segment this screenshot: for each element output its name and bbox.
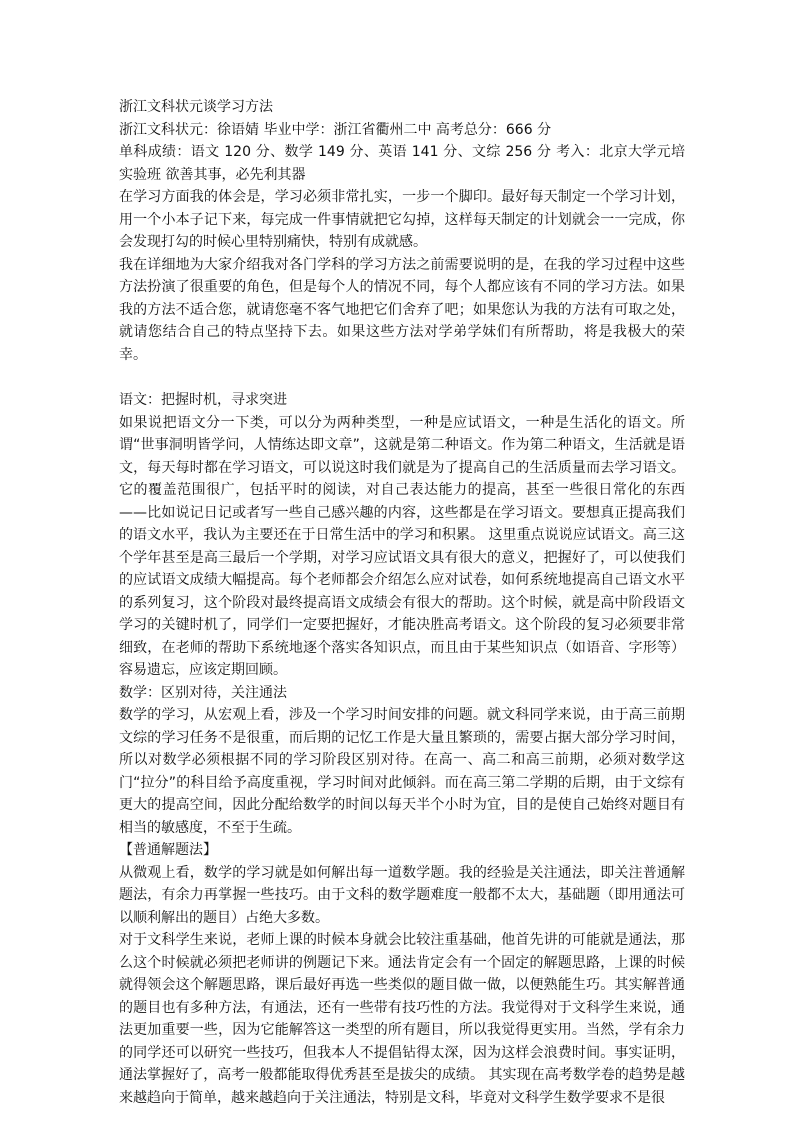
blank-line: [119, 366, 685, 389]
math-section-heading: 数学：区别对待，关注通法: [119, 684, 287, 701]
intro-paragraph-1: 在学习方面我的体会是，学习必须非常扎实，一步一个脚印。最好每天制定一个学习计划，用一个小本子记下来，每完成一件事情就把它勾掉，这样每天制定的计划就会一一完成，你会发现打勾的时候心里特别痛快，特别有成就感。: [119, 189, 685, 250]
math-section-paragraph: 数学的学习，从宏观上看，涉及一个学习时间安排的问题。就文科同学来说，由于高三前期文综的学习任务不是很重，而后期的记忆工作是大量且繁琐的，需要占据大部分学习时间，所以对数学必须根据不同的学习阶段区别对待。在高一、高二和高三前期，必须对数学这门“拉分”的科目给予高度重视，学习时间对此倾斜。而在高三第二学期的后期，由于文综有更大的提高空间，因此分配给数学的时间以每天半个小时为宜，目的是使自己始终对题目有相当的敏感度，不至于生疏。: [119, 707, 685, 836]
intro-paragraph-2: 我在详细地为大家介绍我对各门学科的学习方法之前需要说明的是，在我的学习过程中这些方法扮演了很重要的角色，但是每个人的情况不同，每个人都应该有不同的学习方法。如果我的方法不适合您，就请您毫不客气地把它们舍弃了吧；如果您认为我的方法有可取之处，就请您结合自己的特点坚持下去。如果这些方法对学弟学妹们有所帮助，将是我极大的荣幸。: [119, 256, 685, 363]
author-info-line: 浙江文科状元：徐语婧 毕业中学：浙江省衢州二中 高考总分：666 分: [119, 121, 552, 138]
scores-line: 单科成绩：语文 120 分、数学 149 分、英语 141 分、文综 256 分 考入：北京大学元培实验班 欲善其事，必先利其器: [119, 144, 685, 183]
chinese-section-paragraph: 如果说把语文分一下类，可以分为两种类型，一种是应试语文，一种是生活化的语文。所谓“世事洞明皆学问，人情练达即文章”，这就是第二种语文。作为第二种语文，生活就是语文，每天每时都在学习语文，可以说这时我们就是为了提高自己的生活质量而去学习语文。它的覆盖范围很广，包括平时的阅读，对自己表达能力的提高，甚至一些很日常化的东西——比如说记日记或者写一些自己感兴趣的内容，这些都是在学习语文。要想真正提高我们的语文水平，我认为主要还在于日常生活中的学习和积累。 这里重点说说应试语文。高三这个学年甚至是高三最后一个学期，对学习应试语文具有很大的意义，把握好了，可以使我们的应试语文成绩大幅提高。每个老师都会介绍怎么应对试卷，如何系统地提高自己语文水平的系列复习，这个阶段对最终提高语文成绩会有很大的帮助。这个时候，就是高中阶段语文学习的关键时机了，同学们一定要把握好，才能决胜高考语文。这个阶段的复习必须要非常细致，在老师的帮助下系统地逐个落实各知识点，而且由于某些知识点（如语音、字形等）容易遗忘，应该定期回顾。: [119, 414, 685, 678]
chinese-section-heading: 语文：把握时机，寻求突进: [119, 392, 287, 408]
document-page: [119, 96, 685, 1109]
document-title: 浙江文科状元谈学习方法: [119, 99, 273, 115]
general-method-paragraph-2: 对于文科学生来说，老师上课的时候本身就会比较注重基础，他首先讲的可能就是通法，那么这个时候就必须把老师讲的例题记下来。通法肯定会有一个固定的解题思路，上课的时候就得领会这个解题思路，课后最好再选一些类似的题目做一做，以便熟能生巧。其实解普通的题目也有多种方法，有通法，还有一些带有技巧性的方法。我觉得对于文科学生来说，通法更加重要一些，因为它能解答这一类型的所有题目，所以我觉得更实用。当然，学有余力的同学还可以研究一些技巧，但我本人不提倡钻得太深，因为这样会浪费时间。事实证明，通法掌握好了，高考一般都能取得优秀甚至是拔尖的成绩。 其实现在高考数学卷的趋势是越来越趋向于简单，越来越趋向于关注通法，特别是文科，毕竟对文科学生数学要求不是很: [119, 932, 685, 1106]
general-method-paragraph-1: 从微观上看，数学的学习就是如何解出每一道数学题。我的经验是关注通法，即关注普通解题法，有余力再掌握一些技巧。由于文科的数学题难度一般都不太大，基础题（即用通法可以顺利解出的题目）占绝大多数。: [119, 864, 685, 926]
general-method-heading: 【普通解题法】: [119, 842, 217, 858]
